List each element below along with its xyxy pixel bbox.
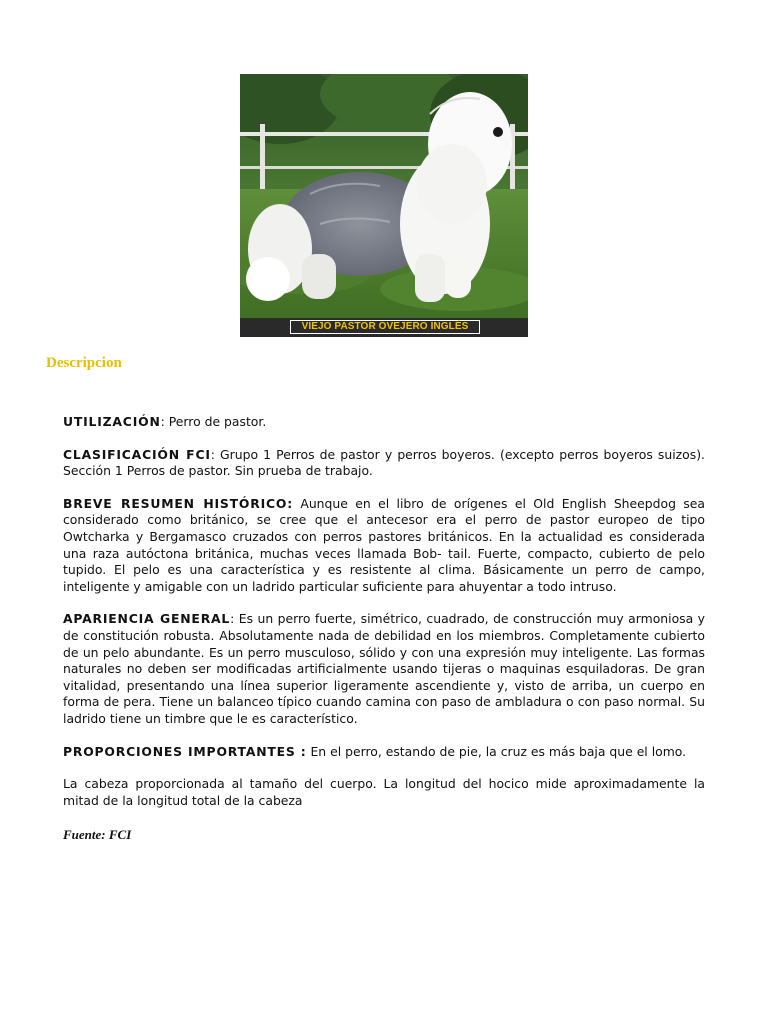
paragraph-text: : Grupo 1 Perros de pastor y perros boyeros. (excepto perros boyeros suizos). Sección 1 Perros de pastor. Sin prueba de trabajo. (63, 446, 705, 479)
paragraph-proporciones (63, 744, 705, 761)
paragraph-clasificacion (63, 447, 705, 480)
paragraph-text: : Es un perro fuerte, simétrico, cuadrado, de construcción muy armoniosa y de constitución robusta. Absolutamente nada de debilidad en los miembros. Completamente cubierto de un pelo abundante. Es un perro musculoso, sólido y con una expresión muy inteligente. Las formas naturales no deben ser modificadas artificialmente usando tijeras o maquinas esquiladoras. De gran vitalidad, presentando una línea superior ligeramente ascendiente y, visto de arriba, un cuerpo en forma de pera. Tiene un balanceo típico cuando camina con paso de ambladura o con paso normal. Su ladrido tiene un timbre que le es característico. (63, 611, 705, 726)
paragraph-text: En el perro, estando de pie, la cruz es más baja que el lomo. (306, 743, 687, 759)
paragraph-label: PROPORCIONES IMPORTANTES : (63, 743, 307, 759)
paragraph-cabeza (63, 776, 705, 809)
section-title: Descripcion (46, 355, 122, 371)
sheepdog-photo (240, 74, 528, 318)
paragraph-text: Aunque en el libro de orígenes el Old English Sheepdog sea considerado como británico, se cree que el antecesor era el perro de pastor europeo de tipo Owtcharka y Bergamasco cruzados con perros pastores británicos. En la actualidad es considerada una raza autóctona británica, muchas veces llamada Bob- tail. Fuerte, compacto, cubierto de pelo tupido. El pelo es una característica y es resistente al clima. Básicamente un perro de campo, inteligente y amigable con un ladrido particular suficiente para ahuyentar a todo intruso. (63, 495, 706, 594)
dog-photo-frame (240, 74, 528, 337)
paragraph-label: BREVE RESUMEN HISTÓRICO: (63, 495, 293, 511)
sheepdog-illustration (240, 74, 528, 318)
paragraph-utilizacion (63, 414, 705, 431)
paragraph-text: : Perro de pastor. (160, 414, 267, 429)
paragraph-label: APARIENCIA GENERAL (63, 611, 231, 627)
photo-caption-bar (240, 318, 528, 337)
paragraph-apariencia-general (63, 611, 705, 727)
paragraph-label: UTILIZACIÓN (63, 414, 161, 429)
description-body (63, 414, 705, 844)
paragraph-label: CLASIFICACIÓN FCI (63, 446, 211, 462)
paragraph-resumen-historico (63, 496, 705, 596)
paragraph-text: La cabeza proporcionada al tamaño del cuerpo. La longitud del hocico mide aproximadamente la mitad de la longitud total de la cabeza (63, 776, 705, 808)
source-note: Fuente: FCI (63, 827, 132, 843)
photo-caption: VIEJO PASTOR OVEJERO INGLÉS (290, 320, 480, 334)
